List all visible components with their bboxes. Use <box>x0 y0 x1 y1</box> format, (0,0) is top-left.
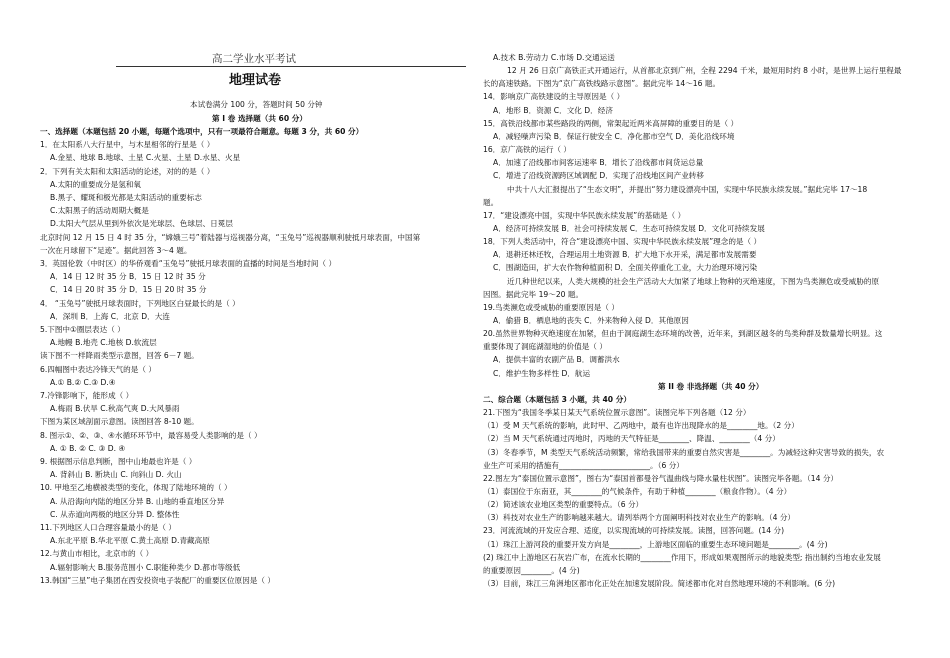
right-line: 长的高速铁路。下图为“京广高铁线路示意图”。据此完毕 14～16 题。 <box>483 79 721 89</box>
right-line: 18．下列人类活动中，符合“建设漂亮中国、实现中华民族永续发展”理念的是（ ） <box>483 237 762 247</box>
exam-name: 高二学业水平考试 <box>212 53 296 65</box>
right-line: 中共十八大汇报提出了“生态文明”，并提出“努力建设漂亮中国，实现中华民族永续发展。”据此完毕 17～18 <box>507 184 868 194</box>
right-line: 23．河流流域的开发应合理、适度，以实现流域的可持续发展。读图，回答问题。(14 分) <box>483 526 785 536</box>
left-line: 7.冷锋影响下，能形成（ ） <box>40 391 134 400</box>
left-line: 2．下列有关太阳和太阳活动的论述，对的的是（ ） <box>40 166 215 176</box>
right-line: A．加速了沿线都市间客运速率 B．增长了沿线都市间货运总量 <box>493 158 704 168</box>
left-line: D.太阳大气层从里到外依次是光球层、色球层、日冕层 <box>50 219 233 229</box>
page-title: 地理试卷 <box>229 73 282 88</box>
right-line: 21.下图为“我国冬季某日某天气系统位置示意图”。读图完毕下列各题（12 分） <box>483 408 751 418</box>
right-line: （3）目前，珠江三角洲地区都市化正处在加速发展阶段。简述都市化对自然地理环境的不利影响。(6 分) <box>483 579 836 588</box>
right-line: (2) 珠江中上游地区石灰岩广布，在流水长期的________作用下，形成如果观图所示的地貌类型; 指出制约当地农业发展 <box>483 552 881 562</box>
left-line: 北京时间 12 月 15 日 4 时 35 分，“嫦娥三号”着陆器与巡视器分离，“玉兔号”巡视器顺利驶抵月球表面，中国第 <box>40 232 421 242</box>
right-line: 22.图左为“泰国位置示意图”，图右为“泰国首都曼谷气温曲线与降水量柱状图”。读图完毕各题。（14 分） <box>483 473 839 483</box>
left-line: 11.下列地区人口合理容量最小的是（ ） <box>40 523 176 532</box>
left-line: 3．英国伦敦（中时区）的华侨观看“玉兔号”驶抵月球表面的直播的时间是当地时间（ ） <box>40 259 337 268</box>
right-line: （3）科技对农业生产的影响越来越大。请列举两个方面阐明科技对农业生产的影响。（4 分） <box>483 513 796 523</box>
right-line: 15．高铁沿线都市某些路段的两侧，常架起近两米高屏障的重要目的是（ ） <box>483 118 739 128</box>
right-line: A．偷猎 B．栖息地的丧失 C．外来物种入侵 D．其他原因 <box>493 316 689 325</box>
left-line: A. 背斜山 B. 断块山 C. 向斜山 D. 火山 <box>50 470 182 480</box>
left-line: 4． “玉兔号”驶抵月球表面时，下列地区白昼最长的是（ ） <box>40 298 240 308</box>
right-line: 第 II 卷 非选择题（共 40 分） <box>658 381 764 391</box>
right-line: C．增进了沿线资源跨区域调配 D．实现了沿线地区间产业转移 <box>493 171 704 181</box>
left-line: A.辐射影响大 B.服务范围小 C.职能种类少 D.都市等级低 <box>50 562 241 572</box>
left-line: A. 从沿海向内陆的地区分异 B. 山地的垂直地区分异 <box>50 496 225 506</box>
left-line: C.太阳黑子的活动周期大概是 <box>50 206 149 216</box>
right-line: A．经济可持续发展 B．社会可持续发展 C．生态可持续发展 D．文化可持续发展 <box>493 223 765 233</box>
left-line: A.金星、地球 B.地球、土星 C.火星、土星 D.水星、火星 <box>50 153 241 163</box>
right-line: 题。 <box>483 197 499 207</box>
right-line: 19.鸟类濒危或受威胁的重要原因是（ ） <box>483 302 619 312</box>
right-line: （1）泰国位于东南亚，其________的气候条件，有助于种植________（粮食作物）。（4 分） <box>483 486 792 496</box>
left-line: 6.四幅图中表达冷锋天气的是（ ） <box>40 364 156 374</box>
left-line: 5.下图中①圈层表达（ ） <box>40 325 125 334</box>
right-line: 16．京广高铁的运行（ ） <box>483 145 572 155</box>
left-line: 9. 根据图示信息判断，图中山地最也许是（ ） <box>40 457 197 466</box>
left-line: A. ① B. ② C. ③ D. ④ <box>50 443 126 453</box>
part1-heading: 第 I 卷 选择题（共 60 分） <box>212 114 307 123</box>
left-line: 8. 图示①、②、③、④水循环环节中，最容易受人类影响的是（ ） <box>40 430 262 440</box>
left-line: 12.与黄山市相比，北京市的（ ） <box>40 549 154 559</box>
right-line: A.技术 B.劳动力 C.市场 D.交通运送 <box>493 53 615 62</box>
right-line: 17．“建设漂亮中国，实现中华民族永续发展”的基础是（ ） <box>483 210 686 220</box>
left-line: A.太阳的重要成分是氢和氧 <box>50 179 142 189</box>
right-line: 近几种世纪以来，人类大规模的社会生产活动大大加紧了地球上物种的灭绝速度，下图为鸟类濒危或受威胁的原 <box>507 276 880 286</box>
right-line: 业生产可采用的措施有________________________。（6 分） <box>483 460 684 470</box>
header-rule <box>116 66 466 67</box>
right-line: 二、综合题（本题包括 3 小题，共 40 分） <box>483 394 631 404</box>
right-line: （1）受 M 天气系统的影响，此时甲、乙两地中，最有也许出现降水的是________地。（2 分） <box>483 421 799 431</box>
exam-info: 本试卷满分 100 分，答题时间 50 分钟 <box>190 100 323 109</box>
right-line: A．地形 B．资源 C．文化 D．经济 <box>493 105 613 115</box>
left-line: A.地幔 B.地壳 C.地核 D.软流层 <box>50 338 157 348</box>
left-line: C．14 日 20 时 35 分 D．15 日 20 时 35 分 <box>50 285 207 295</box>
right-line: 14．影响京广高铁建设的主导原因是（ ） <box>483 92 625 102</box>
left-line: 一、选择题（本题包括 20 小题，每题个选项中，只有一项最符合题意。每题 3 分，共 60 分） <box>40 127 364 136</box>
left-line: C. 从赤道向两极的地区分异 D. 整体性 <box>50 509 180 519</box>
right-line: 因图。据此完毕 19～20 题。 <box>483 289 584 299</box>
right-line: 重要体现了洞庭湖湿地的价值是（ ） <box>483 342 607 352</box>
right-line: C．围湖造田，扩大农作物种植面积 D．全面关停重化工业，大力治理环境污染 <box>493 263 758 273</box>
left-line: 10. 甲地至乙地横被类型的变化，体现了陆地环境的（ ） <box>40 483 232 493</box>
right-line: A．减轻噪声污染 B．保证行驶安全 C．净化都市空气 D．美化沿线环境 <box>493 131 735 141</box>
left-line: A.梅雨 B.伏旱 C.秋高气爽 D.大风暴雨 <box>50 404 180 414</box>
right-line: 的重要原因________。(4 分) <box>483 565 580 575</box>
left-line: B.黑子、耀斑和极光都是太阳活动的重要标志 <box>50 193 202 202</box>
left-line: 13.韩国“三星”电子集团在西安投资电子装配厂的重要区位原因是（ ） <box>40 575 275 585</box>
left-line: A.① B.② C.③ D.④ <box>50 377 116 387</box>
left-line: A．深圳 B．上海 C．北京 D．大连 <box>50 311 170 321</box>
left-line: 一次在月球留下“足迹”。据此回答 3～4 题。 <box>40 245 192 255</box>
right-line: （3）冬春季节，M 类型天气系统活动频繁，常给我国带来的重要自然灾害是________。为减轻这种灾害导致的损失，农 <box>483 447 885 457</box>
left-line: 读下图不一样降雨类型示意图，回答 6－7 题。 <box>40 351 199 361</box>
left-line: A.东北平原 B.华北平原 C.黄土高原 D.青藏高原 <box>50 536 210 546</box>
right-line: A．提供丰富的农副产品 B．调蓄洪水 <box>493 355 620 365</box>
right-line: A．退耕还林还牧，合理运用土地资源 B．扩大地下水开采，满足都市发展需要 <box>493 250 757 260</box>
left-line: 下图为某区域剖面示意图。读图回答 8-10 题。 <box>40 417 199 427</box>
left-line: 1．在太阳系八大行星中，与木星相邻的行星是（ ） <box>40 140 215 150</box>
left-line: A．14 日 12 时 35 分 B．15 日 12 时 35 分 <box>50 272 206 282</box>
right-line: C．维护生物多样性 D．航运 <box>493 368 591 378</box>
right-line: （2）简述该农业地区类型的重要特点。（6 分） <box>483 500 644 510</box>
right-line: 12 月 26 日京广高铁正式开通运行，从首都北京到广州，全程 2294 千米，最短用时约 8 小时，是世界上运行里程最 <box>507 66 902 76</box>
right-line: 20.虽然世界物种灭绝速度在加紧，但由于洞庭湖生态环境的改善，近年来，到湖区越冬的鸟类种群及数量增长明显。这 <box>483 329 883 339</box>
right-line: （2）当 M 天气系统通过丙地时，丙地的天气特征是________、降温、________（4 分） <box>483 434 780 444</box>
right-line: （1）珠江上游河段的重要开发方向是________，上游地区面临的重要生态环境问题是________。(4 分) <box>483 539 828 549</box>
